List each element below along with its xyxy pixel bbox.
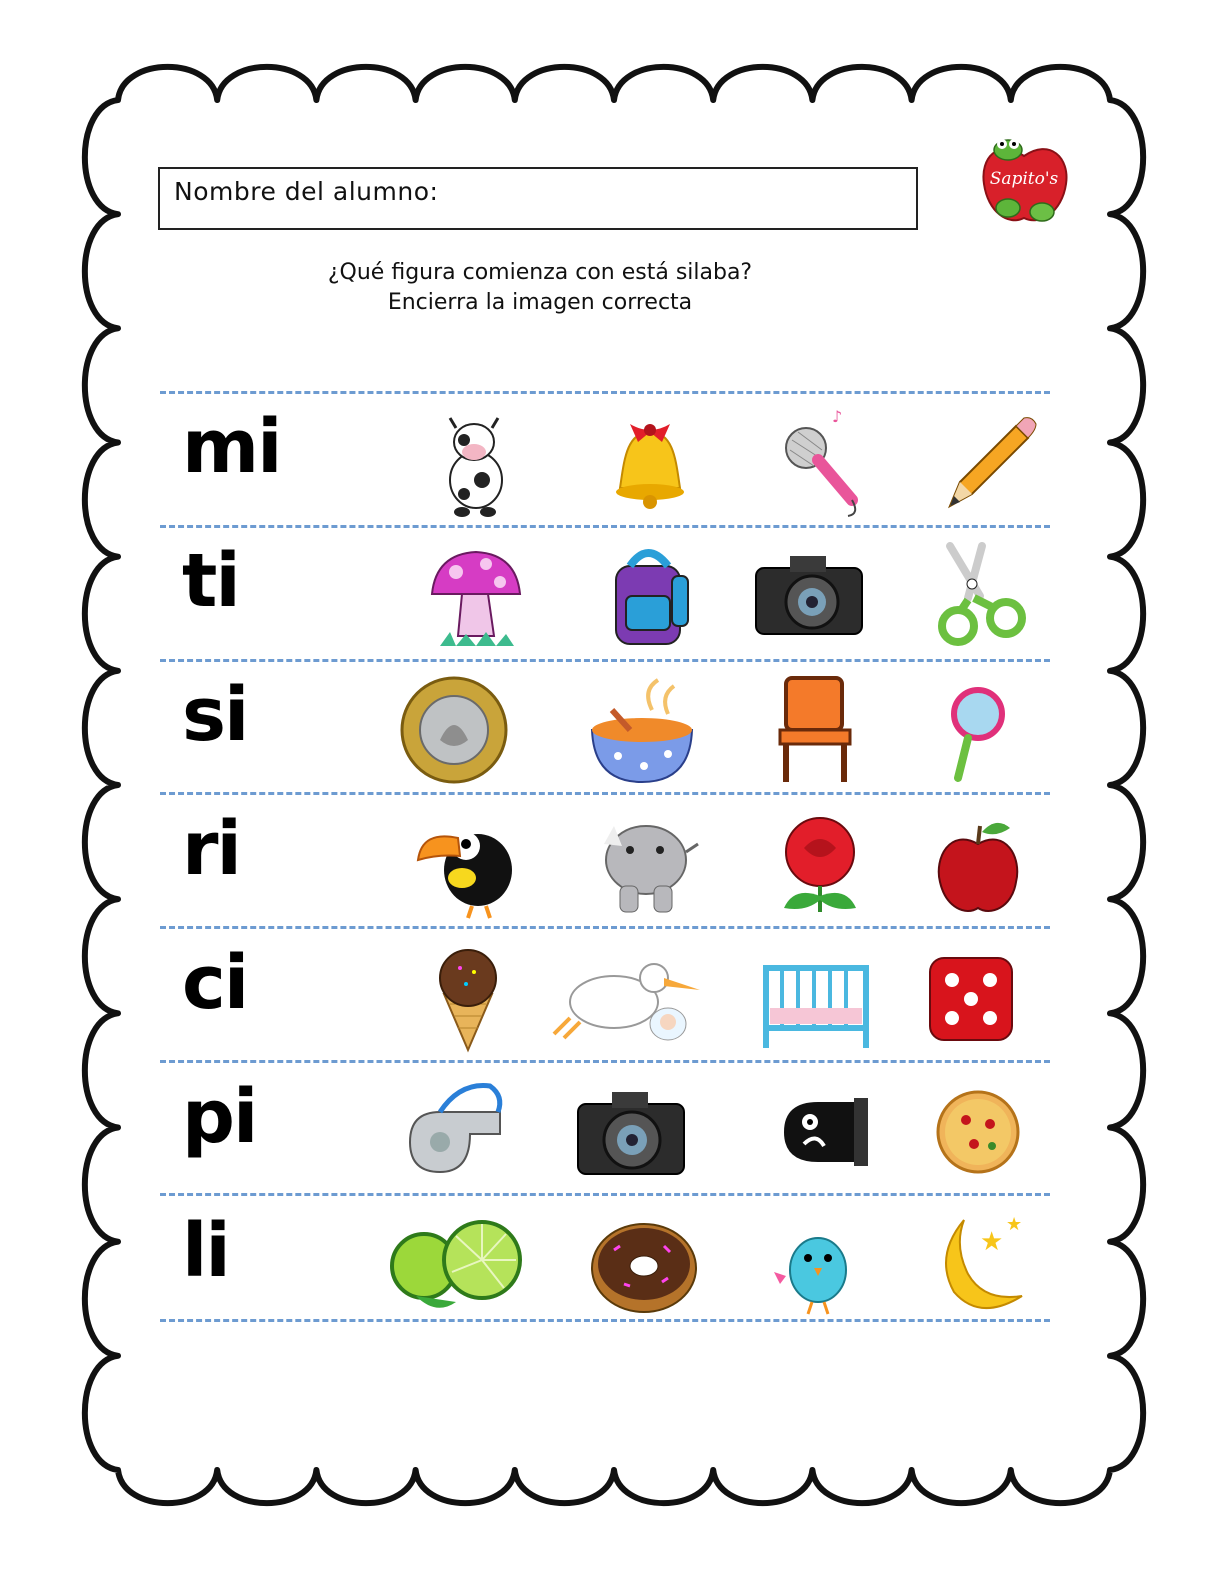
ice-cream-icon[interactable] [408, 938, 528, 1056]
pizza-icon[interactable] [920, 1072, 1040, 1190]
bullet-icon[interactable] [764, 1072, 884, 1190]
syllable-row-li [160, 1198, 1050, 1332]
dice-icon[interactable] [916, 938, 1036, 1056]
magnifier-icon[interactable] [920, 670, 1040, 788]
syllable-label: si [182, 672, 248, 758]
toucan-icon[interactable] [412, 804, 532, 922]
syllable-row-pi [160, 1064, 1050, 1198]
soup-bowl-icon[interactable] [582, 670, 702, 788]
scissors-icon[interactable] [920, 536, 1040, 654]
bell-icon[interactable] [590, 402, 710, 520]
instruction-line-2: Encierra la imagen correcta [387, 290, 693, 315]
syllable-label: mi [182, 404, 281, 490]
pencil-icon[interactable] [930, 402, 1050, 520]
syllable-label: ci [182, 940, 248, 1026]
syllable-row-ci [160, 930, 1050, 1064]
bird-icon[interactable] [756, 1206, 876, 1324]
rose-icon[interactable] [760, 804, 880, 922]
whistle-icon[interactable] [400, 1072, 520, 1190]
apple-icon[interactable] [920, 804, 1040, 922]
crib-icon[interactable] [756, 938, 876, 1056]
donut-icon[interactable] [584, 1206, 704, 1324]
syllable-label: pi [182, 1074, 257, 1160]
microphone-icon[interactable] [760, 402, 880, 520]
moon-icon[interactable] [924, 1206, 1044, 1324]
svg-text:★: ★ [1006, 1214, 1023, 1235]
syllable-label: ri [182, 806, 240, 892]
student-name-box[interactable] [158, 167, 918, 230]
instruction-line-1: ¿Qué figura comienza con está silaba? [327, 260, 753, 285]
logo-text: Sapito's [989, 169, 1059, 189]
chair-icon[interactable] [756, 670, 876, 788]
cow-icon[interactable] [416, 402, 536, 520]
camera-icon[interactable] [750, 536, 870, 654]
syllable-row-si [160, 662, 1050, 796]
rhino-icon[interactable] [590, 804, 710, 922]
syllable-row-mi [160, 394, 1050, 528]
syllable-label: li [182, 1208, 229, 1294]
limes-icon[interactable] [386, 1206, 526, 1324]
mushroom-icon[interactable] [416, 536, 536, 654]
svg-text:♪: ♪ [832, 407, 843, 426]
stork-icon[interactable] [550, 938, 706, 1056]
syllable-row-ri [160, 796, 1050, 930]
coin-icon[interactable] [396, 670, 516, 788]
frog-apple-logo [978, 128, 1070, 228]
backpack-icon[interactable] [590, 536, 710, 654]
student-name-label: Nombre del alumno: [174, 177, 439, 206]
camera-icon[interactable] [570, 1072, 694, 1190]
syllable-label: ti [182, 538, 239, 624]
svg-text:★: ★ [980, 1227, 1004, 1257]
syllable-row-ti [160, 528, 1050, 662]
